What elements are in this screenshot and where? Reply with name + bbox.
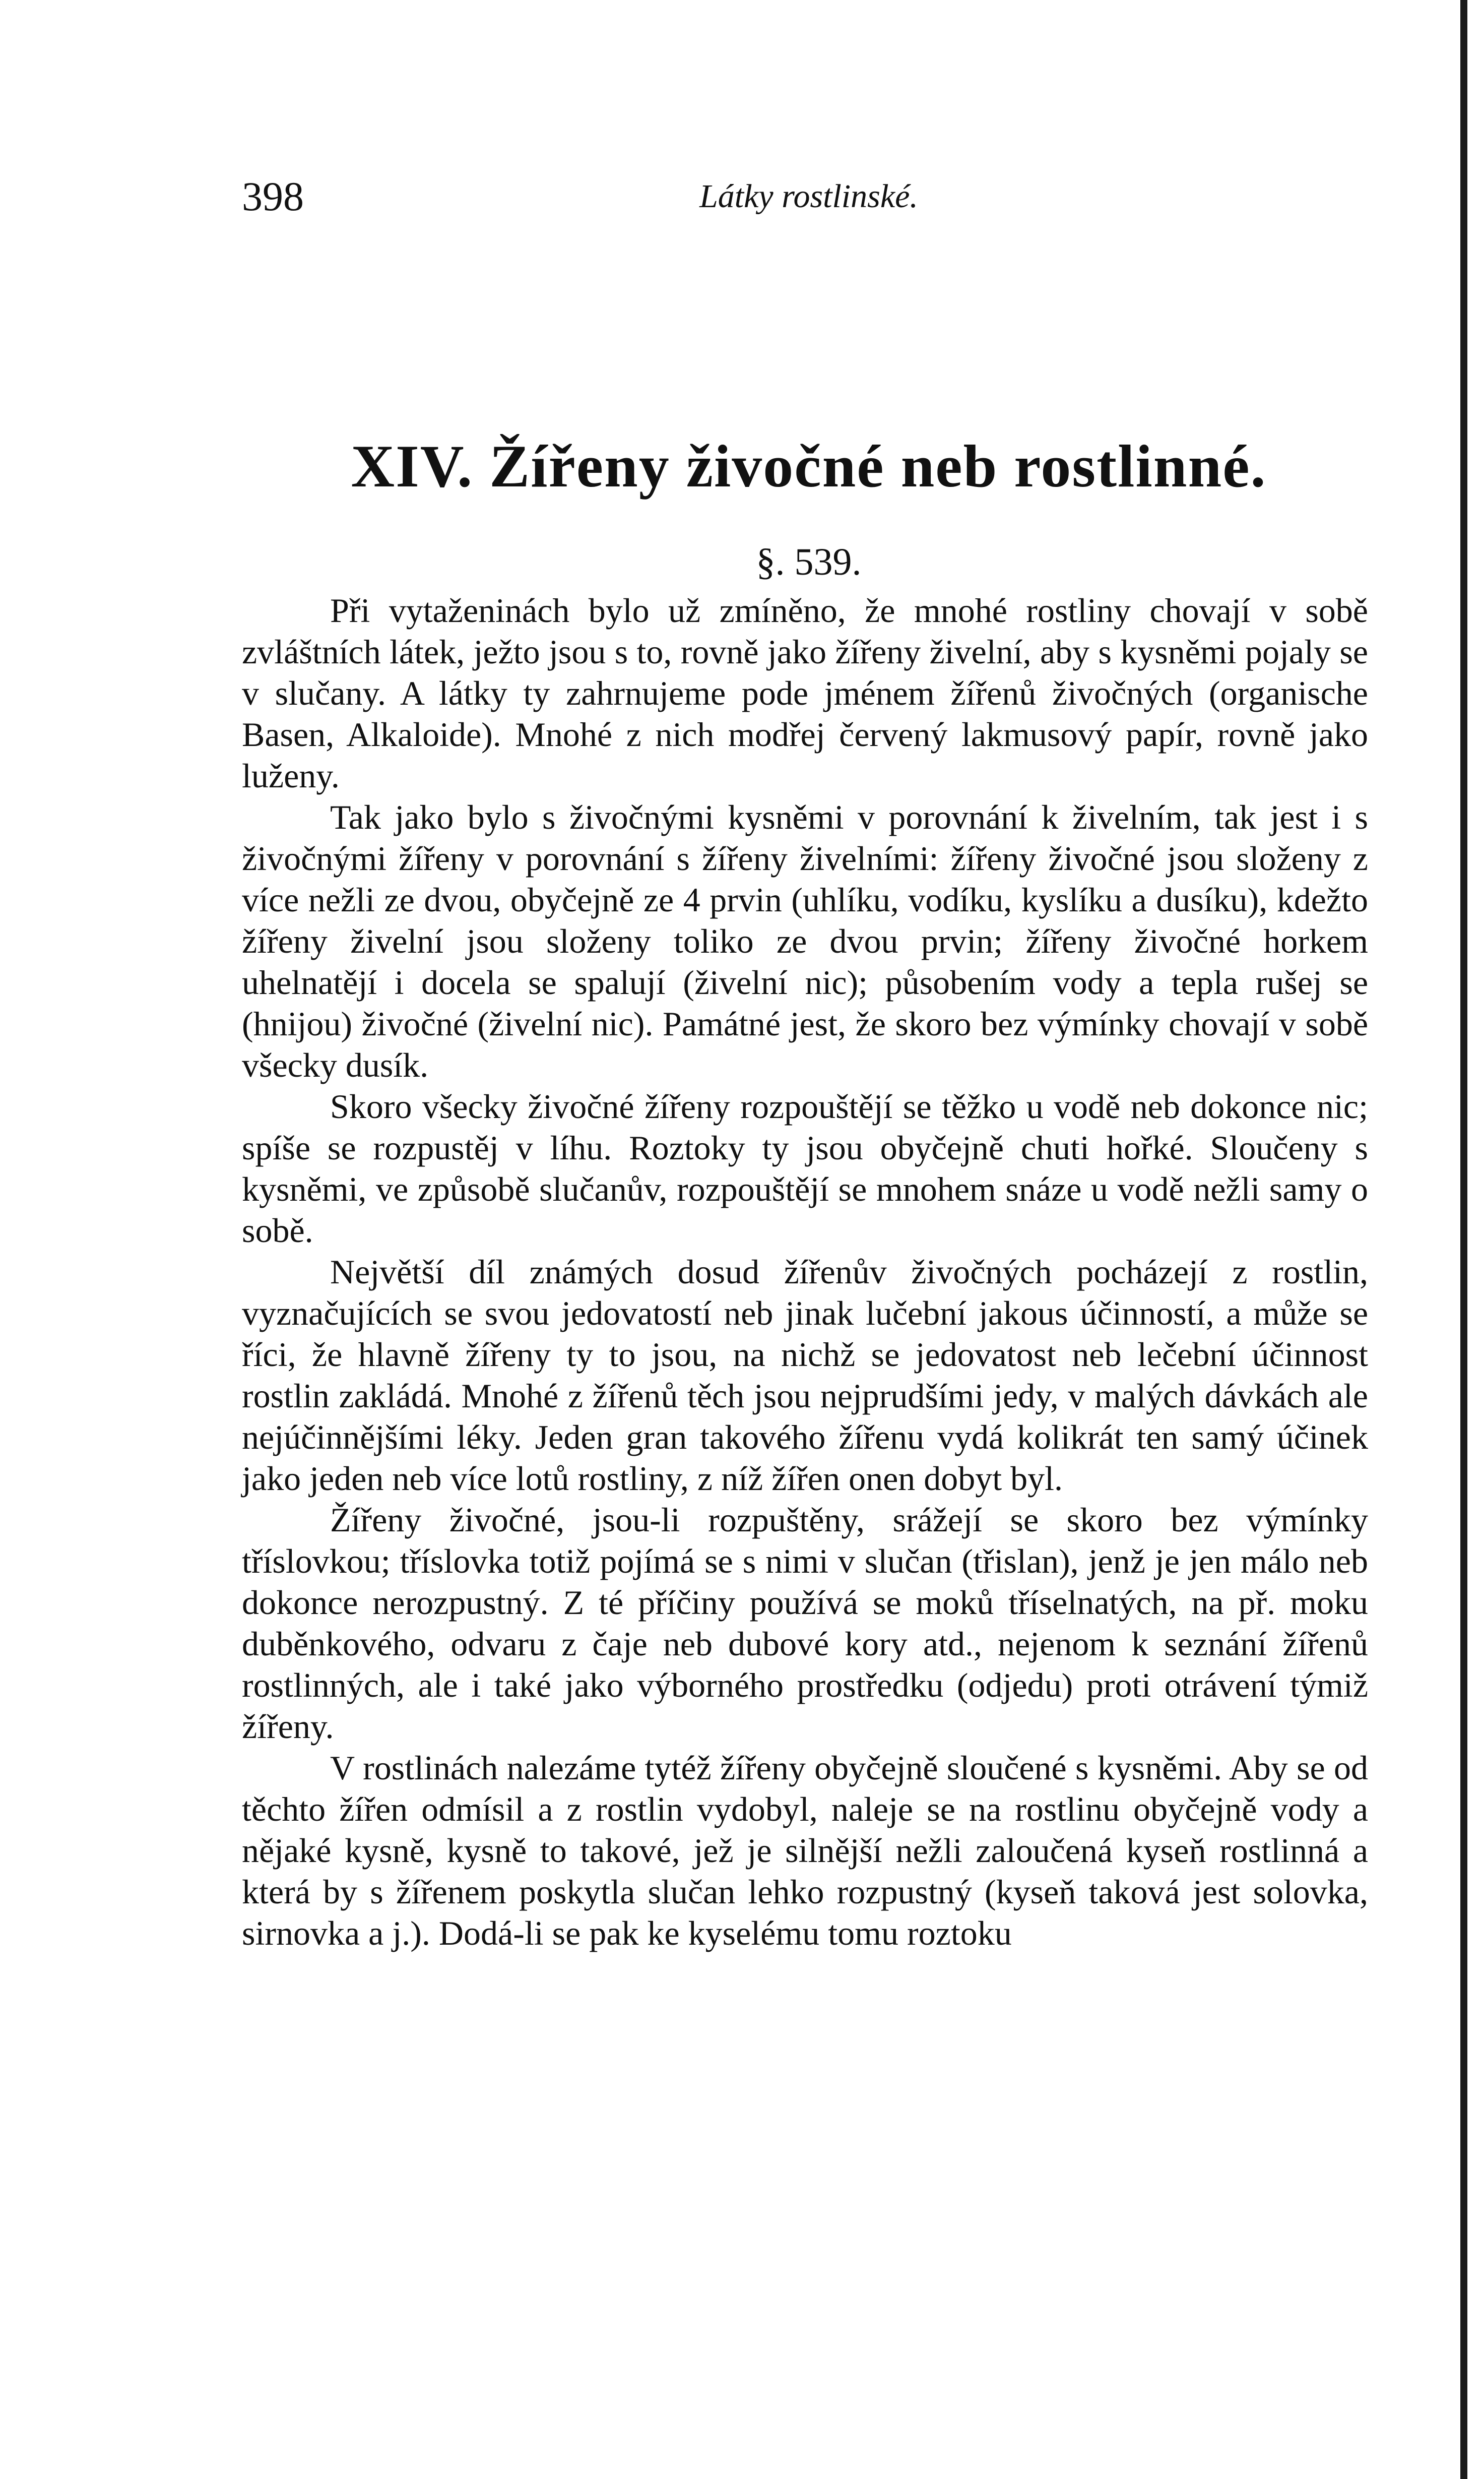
paragraph: Skoro všecky živočné žířeny rozpouštějí se těžko u vodě neb dokonce nic; spíše se rozpustěj v líhu. Roztoky ty jsou obyčejně chuti hořké. Sloučeny s kysněmi, ve způsobě slučanův, rozpouštějí se mnohem snáze u vodě nežli samy o sobě. [242, 1087, 1368, 1250]
paragraph: Tak jako bylo s živočnými kysněmi v porovnání k živelním, tak jest i s živočnými žířeny v porovnání s žířeny živelními: žířeny živočné jsou složeny z více nežli ze dvou, obyčejně ze 4 prvin (uhlíku, vodíku, kyslíku a dusíku), kdežto žířeny živelní jsou složeny toliko ze dvou prvin; žířeny živočné horkem uhelnatějí i docela se spalují (živelní nic); působením vody a tepla rušej se (hnijou) živočné (živelní nic). Památné jest, že skoro bez výmínky chovají v sobě všecky dusík. [242, 798, 1368, 1084]
paragraph: Při vytaženinách bylo už zmíněno, že mnohé rostliny chovají v sobě zvláštních látek, ježto jsou s to, rovně jako žířeny živelní, aby s kysněmi pojaly se v slučany. A látky ty zahrnujeme pode jménem žířenů živočných (organische Basen, Alkaloide). Mnohé z nich modřej červený lakmusový papír, rovně jako luženy. [242, 591, 1368, 795]
paragraph: Největší díl známých dosud žířenův živočných pocházejí z rostlin, vyznačujících se svou jedovatostí neb jinak lučební jakous účinností, a může se říci, že hlavně žířeny ty to jsou, na nichž se jedovatost neb lečební účinnost rostlin zakládá. Mnohé z žířenů těch jsou nejprudšími jedy, v malých dávkách ale nejúčinnějšími léky. Jeden gran takového žířenu vydá kolikrát ten samý účinek jako jeden neb více lotů rostliny, z níž žířen onen dobyt byl. [242, 1253, 1368, 1498]
section-number: §. 539. [756, 541, 862, 583]
running-title: Látky rostlinské. [699, 178, 918, 215]
chapter-title: XIV. Žířeny živočné neb rostlinné. [351, 432, 1267, 500]
paragraph: V rostlinách nalezáme tytéž žířeny obyčejně sloučené s kysněmi. Aby se od těchto žířen odmísil a z rostlin vydobyl, naleje se na rostlinu obyčejně vody a nějaké kysně, kysně to takové, jež je silnější nežli zaloučená kyseň rostlinná a která by s žířenem poskytla slučan lehko rozpustný (kyseň taková jest solovka, sirnovka a j.). Dodá-li se pak ke kyselému tomu roztoku [242, 1749, 1368, 1952]
page-number: 398 [242, 173, 304, 219]
page-header [242, 166, 1376, 227]
paragraph: Žířeny živočné, jsou-li rozpuštěny, srážejí se skoro bez výmínky tříslovkou; tříslovka totiž pojímá se s nimi v slučan (třislan), jenž je jen málo neb dokonce nerozpustný. Z té příčiny používá se moků tříselnatých, na př. moku duběnkového, odvaru z čaje neb dubové kory atd., nejenom k seznání žířenů rostlinných, ale i také jako výborného prostředku (odjedu) proti otrávení týmiž žířeny. [242, 1501, 1368, 1746]
body-text [242, 590, 1368, 1954]
page-edge-rule [1460, 0, 1467, 2479]
